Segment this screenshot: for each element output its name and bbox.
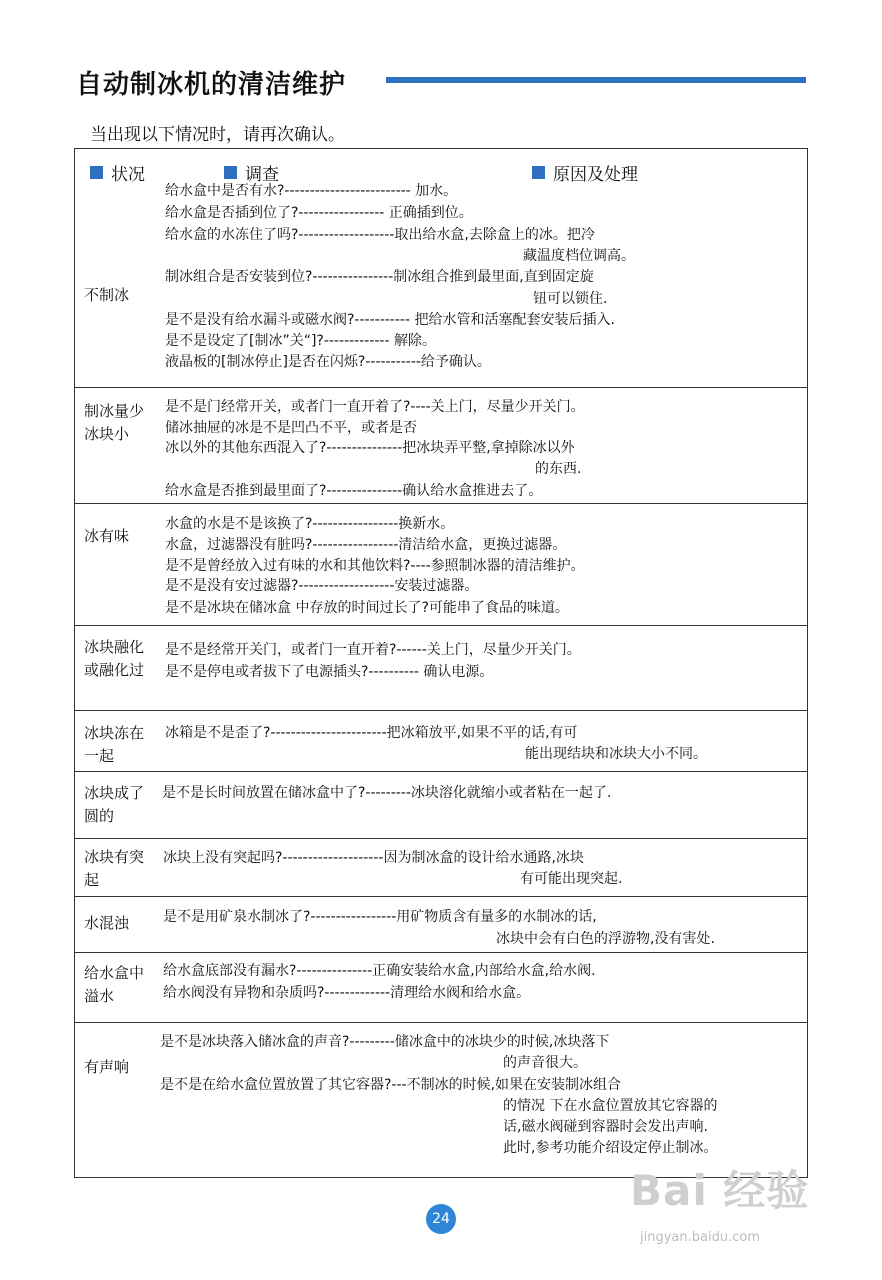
row-divider bbox=[74, 838, 808, 839]
row-line: 冰以外的其他东西混入了?---------------把冰块弄平整,拿掉除冰以外 bbox=[165, 440, 575, 456]
square-bullet-icon bbox=[90, 166, 103, 179]
row-line: 是不是曾经放入过有味的水和其他饮料?----参照制冰器的清洁维护。 bbox=[165, 558, 585, 574]
category-bump: 冰块有突起 bbox=[84, 848, 145, 889]
row-line: 藏温度档位调高。 bbox=[523, 248, 635, 264]
row-line: 给水盒中是否有水?------------------------- 加水。 bbox=[165, 183, 458, 199]
row-divider bbox=[74, 771, 808, 772]
page-number: 24 bbox=[426, 1204, 456, 1234]
category-frozen: 冰块冻在一起 bbox=[84, 724, 145, 765]
row-line: 是不是停电或者拔下了电源插头?---------- 确认电源。 bbox=[165, 664, 494, 680]
row-line: 是不是冰块落入储冰盒的声音?---------储冰盒中的冰块少的时候,冰块落下 bbox=[160, 1034, 610, 1050]
category-noise: 有声响 bbox=[84, 1058, 130, 1076]
category-no-ice: 不制冰 bbox=[84, 286, 130, 304]
row-line: 是不是在给水盒位置放置了其它容器?---不制冰的时候,如果在安装制冰组合 bbox=[160, 1077, 622, 1093]
row-line: 给水阀没有异物和杂质吗?-------------清理给水阀和给水盒。 bbox=[163, 985, 531, 1001]
watermark-url: jingyan.baidu.com bbox=[640, 1230, 760, 1245]
row-line: 制冰组合是否安装到位?----------------制冰组合推到最里面,直到固定旋 bbox=[165, 269, 594, 285]
watermark-logo: Bai 经验 bbox=[630, 1166, 810, 1215]
row-line: 给水盒是否推到最里面了?---------------确认给水盒推进去了。 bbox=[165, 483, 543, 499]
row-line: 储冰抽屉的冰是不是凹凸不平，或者是否 bbox=[165, 420, 417, 436]
row-line: 水盒，过滤器没有脏吗?-----------------清洁给水盒，更换过滤器。 bbox=[165, 537, 567, 553]
intro-text: 当出现以下情况时，请再次确认。 bbox=[90, 125, 345, 145]
row-divider bbox=[74, 896, 808, 897]
row-line: 是不是没有安过滤器?-------------------安装过滤器。 bbox=[165, 578, 479, 594]
row-divider bbox=[74, 1022, 808, 1023]
category-melt: 冰块融化或融化过 bbox=[84, 638, 145, 679]
row-line: 是不是没有给水漏斗或磁水阀?----------- 把给水管和活塞配套安装后插入. bbox=[165, 312, 615, 328]
row-line: 是不是门经常开关，或者门一直开着了?----关上门，尽量少开关门。 bbox=[165, 399, 585, 415]
row-line: 是不是长时间放置在储冰盒中了?---------冰块溶化就缩小或者粘在一起了. bbox=[162, 785, 612, 801]
row-divider bbox=[74, 952, 808, 953]
row-divider bbox=[74, 503, 808, 504]
category-overflow: 给水盒中溢水 bbox=[84, 964, 145, 1005]
row-divider bbox=[74, 387, 808, 388]
square-bullet-icon bbox=[532, 166, 545, 179]
category-round: 冰块成了圆的 bbox=[84, 784, 145, 825]
row-line: 的声音很大。 bbox=[503, 1055, 587, 1071]
row-line: 的情况 下在水盒位置放其它容器的 bbox=[503, 1098, 718, 1114]
row-line: 给水盒的水冻住了吗?-------------------取出给水盒,去除盒上的冰。把冷 bbox=[165, 227, 595, 243]
row-line: 给水盒底部没有漏水?---------------正确安装给水盒,内部给水盒,给水阀. bbox=[163, 963, 596, 979]
row-divider bbox=[74, 710, 808, 711]
row-line: 是不是设定了[制冰”关“]?------------- 解除。 bbox=[165, 333, 436, 349]
category-smell: 冰有味 bbox=[84, 527, 130, 545]
square-bullet-icon bbox=[224, 166, 237, 179]
row-line: 是不是用矿泉水制冰了?-----------------用矿物质含有量多的水制冰的话, bbox=[163, 909, 597, 925]
row-line: 是不是经常开关门，或者门一直开着?------关上门，尽量少开关门。 bbox=[165, 642, 581, 658]
category-cloudy: 水混浊 bbox=[84, 914, 130, 932]
row-line: 此时,参考功能介绍设定停止制冰。 bbox=[503, 1140, 718, 1156]
category-less-ice: 制冰量少冰块小 bbox=[84, 402, 145, 443]
row-line: 是不是冰块在储冰盒 中存放的时间过长了?可能串了食品的味道。 bbox=[165, 600, 569, 616]
row-line: 钮可以锁住. bbox=[533, 291, 608, 307]
row-line: 话,磁水阀碰到容器时会发出声响. bbox=[503, 1119, 708, 1135]
row-line: 能出现结块和冰块大小不同。 bbox=[525, 746, 707, 762]
row-line: 液晶板的[制冰停止]是否在闪烁?-----------给予确认。 bbox=[165, 354, 491, 370]
page-title: 自动制冰机的清洁维护 bbox=[76, 70, 347, 100]
header-status: 状况 bbox=[90, 160, 145, 185]
title-accent-bar bbox=[386, 77, 806, 83]
row-divider bbox=[74, 625, 808, 626]
row-line: 冰块上没有突起吗?--------------------因为制冰盒的设计给水通路,冰块 bbox=[163, 850, 584, 866]
header-cause: 原因及处理 bbox=[532, 160, 638, 185]
row-line: 给水盒是否插到位了?----------------- 正确插到位。 bbox=[165, 205, 473, 221]
row-line: 的东西. bbox=[535, 461, 582, 477]
row-line: 有可能出现突起. bbox=[520, 871, 623, 887]
row-line: 冰块中会有白色的浮游物,没有害处. bbox=[496, 931, 715, 947]
row-line: 水盒的水是不是该换了?-----------------换新水。 bbox=[165, 516, 455, 532]
row-line: 冰箱是不是歪了?-----------------------把冰箱放平,如果不平的话,有可 bbox=[165, 725, 578, 741]
header-check: 调查 bbox=[224, 160, 279, 185]
